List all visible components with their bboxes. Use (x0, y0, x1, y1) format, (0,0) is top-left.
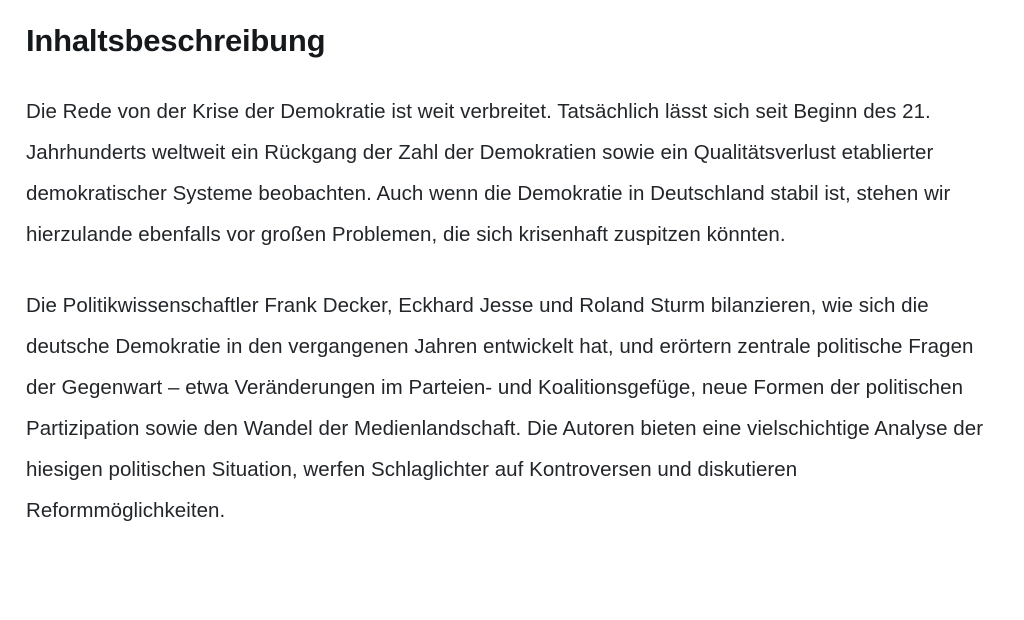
description-paragraph-2: Die Politikwissenschaftler Frank Decker, Eckhard Jesse und Roland Sturm bilanzieren, wie sich die deutsche Demokratie in den vergangenen Jahren entwickelt hat, und erörtern zentrale politische Fragen der Gegenwart – etwa Veränderungen im Parteien- und Koalitionsgefüge, neue Formen der politischen Partizipation sowie den Wandel der Medienlandschaft. Die Autoren bieten eine vielschichtige Analyse der hiesigen politischen Situation, werfen Schlaglichter auf Kontroversen und diskutieren Reformmöglichkeiten. (26, 293, 984, 522)
description-paragraph-1: Die Rede von der Krise der Demokratie ist weit verbreitet. Tatsächlich lässt sich seit Beginn des 21. Jahrhunderts weltweit ein Rückgang der Zahl der Demokratien sowie ein Qualitätsverlust etablierter demokratischer Systeme beobachten. Auch wenn die Demokratie in Deutschland stabil ist, stehen wir hierzulande ebenfalls vor großen Problemen, die sich krisenhaft zuspitzen könnten. (26, 99, 951, 246)
page-title: Inhaltsbeschreibung (26, 23, 326, 58)
